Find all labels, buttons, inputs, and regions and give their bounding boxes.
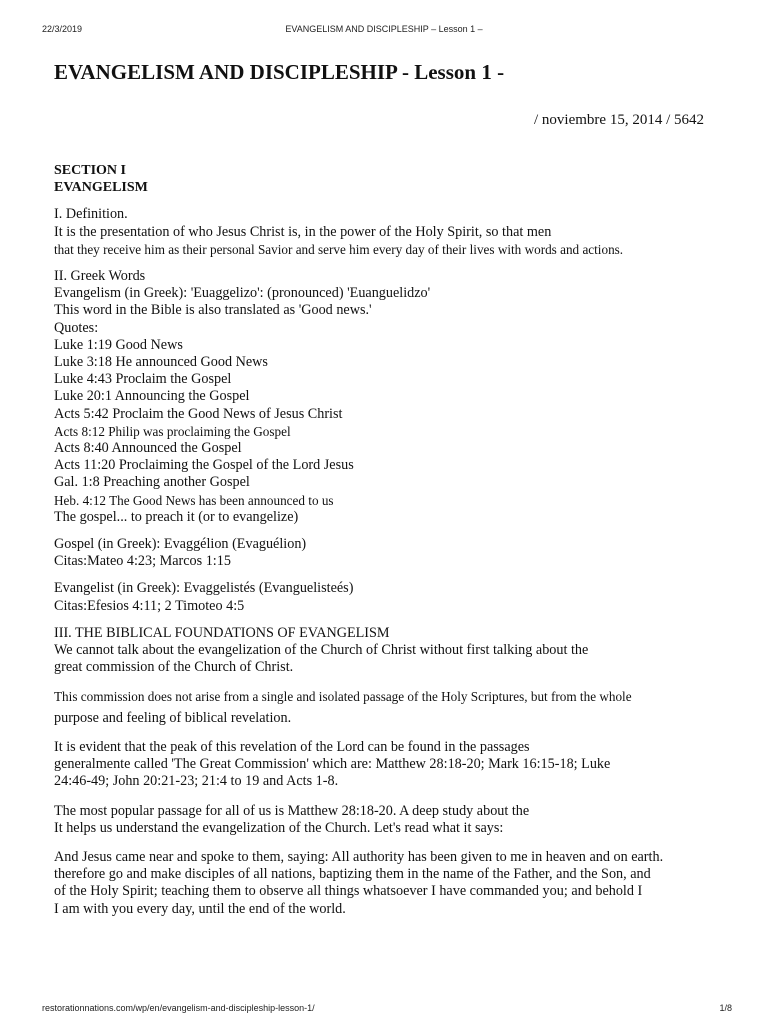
quote-item: Acts 11:20 Proclaiming the Gospel of the Lord Jesus	[54, 457, 354, 474]
print-header-title: EVANGELISM AND DISCIPLESHIP – Lesson 1 –	[285, 24, 483, 34]
section-label: SECTION I	[54, 163, 126, 178]
commission-text-line: purpose and feeling of biblical revelation.	[54, 709, 292, 726]
gospel-greek-line: Gospel (in Greek): Evaggélion (Evaguélion)	[54, 536, 307, 553]
scripture-verse-line: of the Holy Spirit; teaching them to observe all things whatsoever I have commanded you; and behold I	[54, 883, 643, 900]
scripture-verse-line: And Jesus came near and spoke to them, saying: All authority has been given to me in heaven and on earth.	[54, 848, 664, 865]
evangelist-citations-line: Citas:Efesios 4:11; 2 Timoteo 4:5	[54, 597, 245, 614]
greek-words-line: This word in the Bible is also translated as 'Good news.'	[54, 302, 372, 319]
quotes-label: Quotes:	[54, 319, 99, 336]
article-dateline: / noviembre 15, 2014 / 5642	[534, 112, 704, 128]
greek-words-heading: II. Greek Words	[54, 268, 146, 285]
quote-item: Acts 8:12 Philip was proclaiming the Gospel	[54, 423, 291, 439]
quote-item: Luke 20:1 Announcing the Gospel	[54, 388, 250, 405]
popular-passage-line: It helps us understand the evangelization of the Church. Let's read what it says:	[54, 819, 504, 836]
peak-text-line: 24:46-49; John 20:21-23; 21:4 to 19 and Acts 1-8.	[54, 773, 339, 790]
foundations-text-line: We cannot talk about the evangelization of the Church of Christ without first talking about the	[54, 642, 589, 659]
commission-text-line: This commission does not arise from a single and isolated passage of the Holy Scriptures, but from the whole	[54, 689, 632, 705]
print-footer-url: restorationnations.com/wp/en/evangelism-and-discipleship-lesson-1/	[42, 1003, 315, 1013]
quote-item: Gal. 1:8 Preaching another Gospel	[54, 474, 250, 491]
foundations-text-line: great commission of the Church of Christ.	[54, 659, 294, 676]
scripture-verse-line: therefore go and make disciples of all nations, baptizing them in the name of the Father, and the Son, and	[54, 866, 651, 883]
definition-text-line: that they receive him as their personal Savior and serve him every day of their lives with words and actions.	[54, 241, 624, 257]
evangelist-greek-line: Evangelist (in Greek): Evaggelistés (Evanguelisteés)	[54, 580, 354, 597]
peak-text-line: It is evident that the peak of this revelation of the Lord can be found in the passages	[54, 738, 530, 755]
article-body	[54, 162, 754, 918]
gospel-citations-line: Citas:Mateo 4:23; Marcos 1:15	[54, 553, 231, 570]
article-title-suffix: - Lesson 1 -	[396, 60, 505, 84]
print-page-number: 1/8	[719, 1003, 732, 1013]
definition-heading: I. Definition.	[54, 206, 128, 223]
quote-item: Luke 4:43 Proclaim the Gospel	[54, 371, 232, 388]
quote-item: Acts 5:42 Proclaim the Good News of Jesus Christ	[54, 405, 343, 422]
article-title	[54, 60, 504, 85]
peak-text-line: generalmente called 'The Great Commission' which are: Matthew 28:18-20; Mark 16:15-18; Luke	[54, 756, 611, 773]
quote-item: Luke 1:19 Good News	[54, 336, 183, 353]
foundations-heading: III. THE BIBLICAL FOUNDATIONS OF EVANGELISM	[54, 624, 390, 641]
popular-passage-line: The most popular passage for all of us is Matthew 28:18-20. A deep study about the	[54, 802, 530, 819]
article-title-main: EVANGELISM AND DISCIPLESHIP	[54, 60, 397, 84]
greek-words-line: Evangelism (in Greek): 'Euaggelizo': (pronounced) 'Euanguelidzo'	[54, 285, 431, 302]
section-title: EVANGELISM	[54, 180, 148, 196]
quote-item: Luke 3:18 He announced Good News	[54, 354, 268, 371]
definition-text-line: It is the presentation of who Jesus Christ is, in the power of the Holy Spirit, so that men	[54, 223, 552, 240]
scripture-verse-line: I am with you every day, until the end of the world.	[54, 900, 346, 917]
quote-item: The gospel... to preach it (or to evangelize)	[54, 508, 299, 525]
quote-item: Heb. 4:12 The Good News has been announced to us	[54, 492, 334, 508]
quote-item: Acts 8:40 Announced the Gospel	[54, 440, 242, 457]
print-date: 22/3/2019	[42, 24, 83, 34]
